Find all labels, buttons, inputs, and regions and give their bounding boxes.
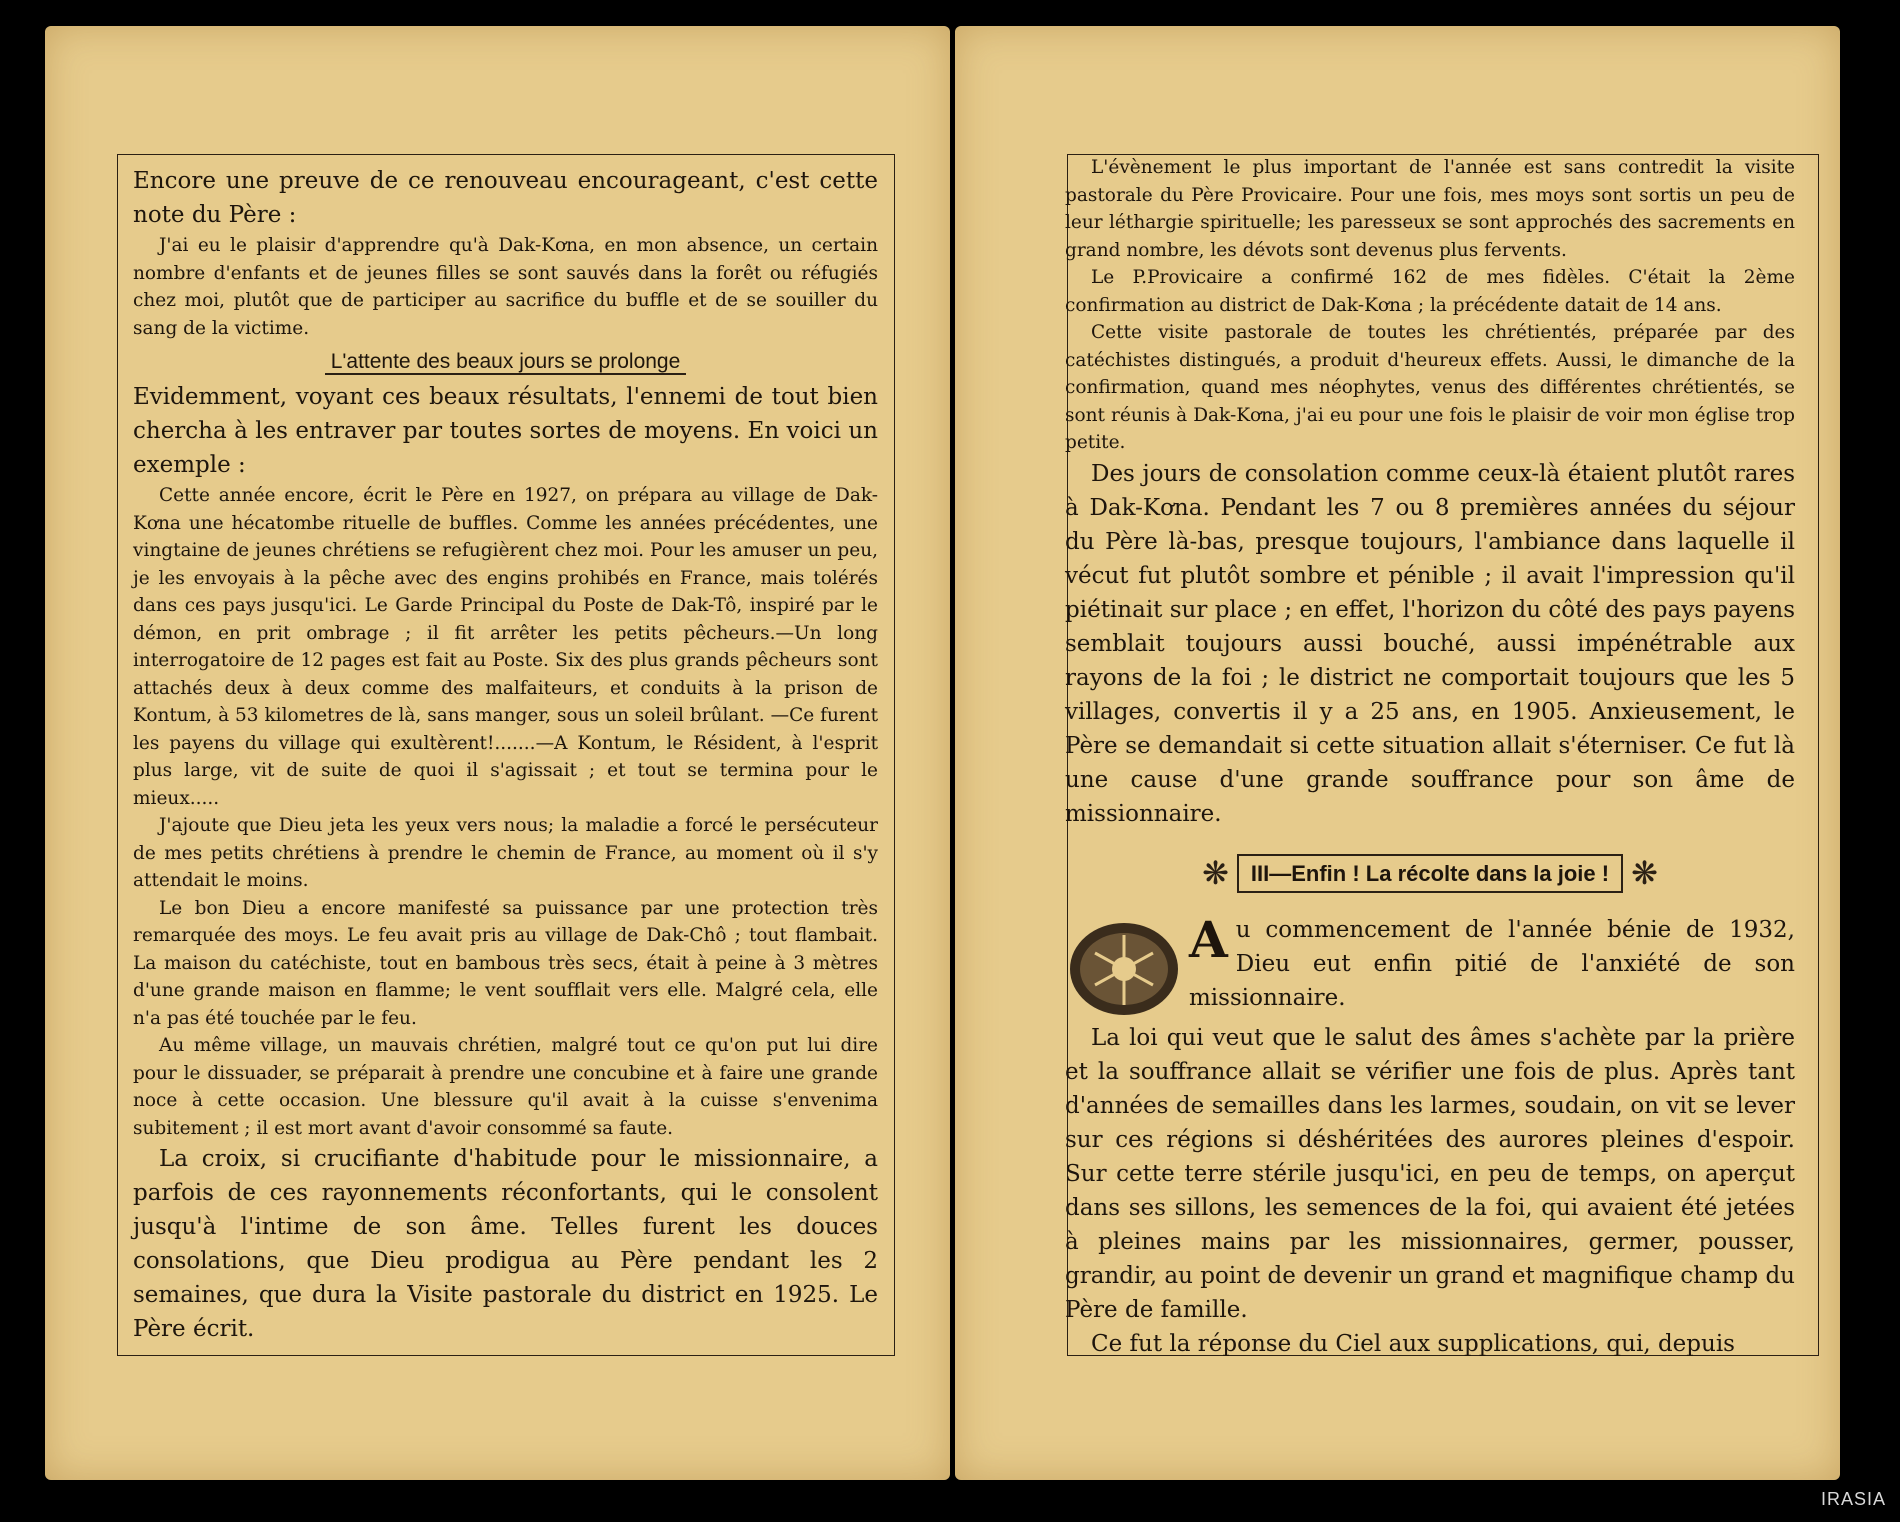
opening-paragraph — [1065, 909, 1795, 1015]
left-text-column — [133, 164, 878, 1346]
quoted-paragraph: J'ajoute que Dieu jeta les yeux vers nous; la maladie a forcé le persécuteur de mes petits chrétiens à prendre le chemin de France, au moment où il s'y attendait le moins. — [133, 815, 878, 891]
paragraph: Des jours de consolation comme ceux-là étaient plutôt rares à Dak-Kơna. Pendant les 7 ou 8 premières années du séjour du Père là-bas, presque toujours, l'ambiance dans laquelle il vécut fut plutôt sombre et pénible ; il avait l'impression qu'il piétinait sur place ; en effet, l'horizon du côté des pays payens semblait toujours aussi bouché, aussi impénétrable aux rayons de la foi ; le district ne comportait toujours que les 5 villages, convertis il y a 25 ans, en 1905. Anxieusement, le Père se demandait si cette situation allait s'éterniser. Ce fut là une cause d'une grande souffrance pour son âme de missionnaire. — [1065, 460, 1795, 827]
paragraph: Evidemment, voyant ces beaux résultats, l'ennemi de tout bien chercha à les entraver par toutes sortes de moyens. En voici un exemple : — [133, 384, 878, 478]
right-text-column — [1065, 154, 1795, 1361]
quoted-paragraph: Le P.Provicaire a confirmé 162 de mes fidèles. C'était la 2ème confirmation au district de Dak-Kơna ; la précédente datait de 14 ans. — [1065, 267, 1795, 316]
right-page — [955, 26, 1840, 1480]
quoted-paragraph: J'ai eu le plaisir d'apprendre qu'à Dak-Kơna, en mon absence, un certain nombre d'enfants et de jeunes filles se sont sauvés dans la forêt ou réfugiés chez moi, plutôt que de participer au sacrifice du buffle et de se souiller du sang de la victime. — [133, 235, 878, 339]
heading-text: L'attente des beaux jours se prolonge — [325, 350, 687, 375]
shell-emblem-icon — [1065, 913, 1183, 1021]
paragraph: Ce fut la réponse du Ciel aux supplications, qui, depuis — [1091, 1330, 1735, 1357]
section-title — [1065, 849, 1795, 899]
quoted-paragraph: Cette année encore, écrit le Père en 1927, on prépara au village de Dak-Kơna une hécatombe rituelle de buffles. Comme les années précédentes, une vingtaine de jeunes chrétiens se refugièrent chez moi. Pour les amuser un peu, je les envoyais à la pêche avec des engins prohibés en France, mais tolérés dans ces pays jusqu'ici. Le Garde Principal du Poste de Dak-Tô, inspiré par le démon, en prit ombrage ; il fit arrêter les petits pêcheurs.—Un long interrogatoire de 12 pages est fait au Poste. Six des plus grands pêcheurs sont attachés deux à deux comme des malfaiteurs, et conduits à la prison de Kontum, à 53 kilometres de là, sans manger, sous un soleil brûlant. —Ce furent les payens du village qui exultèrent!.......—A Kontum, le Résident, à l'esprit plus large, vit de suite de quoi il s'agissait ; et tout se termina pour le mieux..... — [133, 485, 878, 809]
left-page — [45, 26, 950, 1480]
paragraph: Encore une preuve de ce renouveau encourageant, c'est cette note du Père : — [133, 168, 878, 228]
paragraph: u commencement de l'année bénie de 1932, Dieu eut enfin pitié de l'anxiété de son missionnaire. — [1189, 916, 1795, 1011]
quoted-paragraph: Cette visite pastorale de toutes les chrétientés, préparée par des catéchistes distingués, a produit d'heureux effets. Aussi, le dimanche de la confirmation, quand mes néophytes, venus des différentes chrétientés, se sont réunis à Dak-Kơna, j'ai eu pour une fois le plaisir de voir mon église trop petite. — [1065, 322, 1795, 453]
ornament-icon: ❋ — [1631, 853, 1658, 892]
drop-cap: A — [1189, 909, 1228, 969]
paragraph: La loi qui veut que le salut des âmes s'achète par la prière et la souffrance allait se vérifier une fois de plus. Après tant d'années de semailles dans les larmes, soudain, on vit se lever sur ces régions si déshéritées des aurores pleines d'espoir. Sur cette terre stérile jusqu'ici, en peu de temps, on aperçut dans ses sillons, les semences de la foi, qui avaient été jetées à pleines mains par les missionnaires, germer, pousser, grandir, au point de devenir un grand et magnifique champ du Père de famille. — [1065, 1024, 1795, 1323]
section-title-text: III—Enfin ! La récolte dans la joie ! — [1237, 854, 1623, 894]
paragraph: La croix, si crucifiante d'habitude pour le missionnaire, a parfois de ces rayonnements réconfortants, qui le consolent jusqu'à l'intime de son âme. Telles furent les douces consolations, que Dieu prodigua au Père pendant les 2 semaines, que dura la Visite pastorale du district en 1925. Le Père écrit. — [133, 1146, 878, 1342]
ornament-icon: ❋ — [1202, 853, 1229, 892]
section-heading — [133, 344, 878, 380]
quoted-paragraph: Au même village, un mauvais chrétien, malgré tout ce qu'on put lui dire pour le dissuader, se préparait à prendre une concubine et à faire une grande noce à cette occasion. Une blessure qu'il avait à la cuisse s'envenima subitement ; il est mort avant d'avoir consommé sa faute. — [133, 1035, 878, 1139]
watermark: IRASIA — [1820, 1489, 1886, 1509]
quoted-paragraph: L'évènement le plus important de l'année est sans contredit la visite pastorale du Père Provicaire. Pour une fois, mes moys sont sortis un peu de leur léthargie spirituelle; les paresseux se sont approchés des sacrements en grand nombre, les dévots sont devenus plus fervents. — [1065, 157, 1795, 261]
quoted-paragraph: Le bon Dieu a encore manifesté sa puissance par une protection très remarquée des moys. Le feu avait pris au village de Dak-Chô ; tout flambait. La maison du catéchiste, tout en bambous très secs, était à peine à 3 mètres d'une grande maison en flamme; le vent soufflait vers elle. Malgré cela, elle n'a pas été touchée par le feu. — [133, 897, 878, 1029]
